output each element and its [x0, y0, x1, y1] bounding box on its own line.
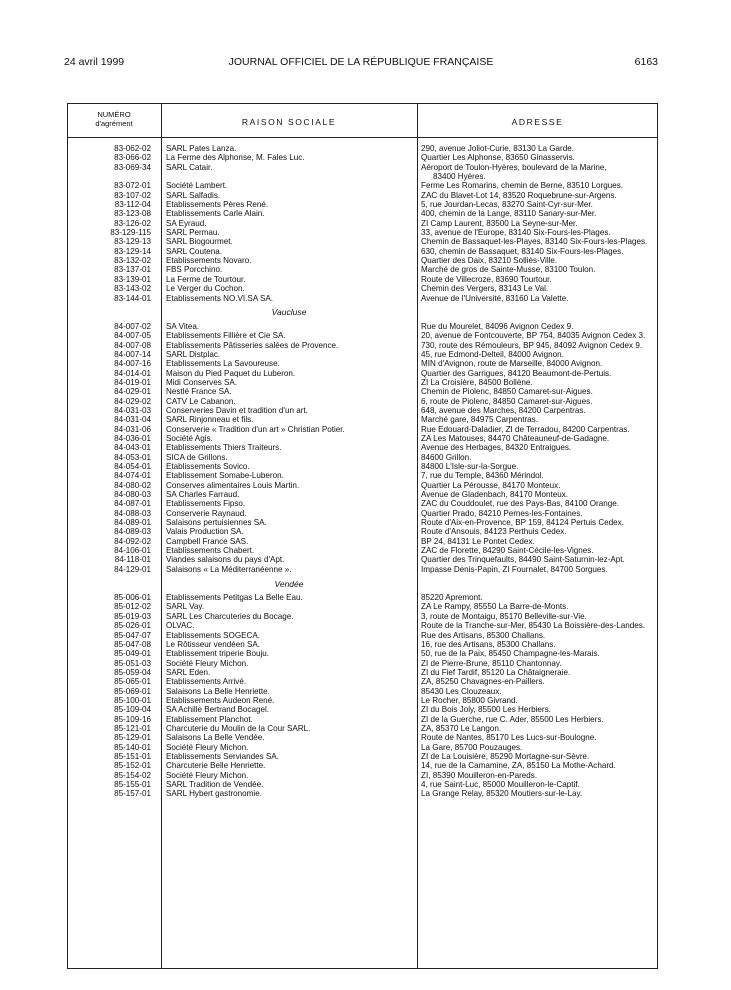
adresse: 648, avenue des Marches, 84200 Carpentras. [421, 405, 586, 415]
raison-sociale: Maison du Pied Paquet du Luberon. [166, 368, 296, 378]
table-row [67, 237, 658, 246]
raison-sociale: SARL Eden. [166, 667, 211, 677]
agrement-number: 85-065-01 [114, 677, 151, 687]
table-row [67, 359, 658, 368]
agrement-number: 84-129-01 [114, 564, 151, 574]
raison-sociale: SARL Salfadis. [166, 190, 221, 200]
agrement-number: 85-151-01 [114, 751, 151, 761]
raison-sociale: Etablissements Serviandes SA. [166, 751, 279, 761]
table-row [67, 705, 658, 714]
adresse: Quartier des Daix, 83210 Solliès-Ville. [421, 256, 558, 266]
adresse: Quartier des Garrigues, 84120 Beaumont-de-Pertuis. [421, 368, 612, 378]
agrement-number: 84-089-03 [114, 527, 151, 537]
agrement-number: 83-072-01 [114, 181, 151, 191]
header-date: 24 avril 1999 [64, 56, 125, 68]
agrement-number: 84-029-01 [114, 387, 151, 397]
agrement-number: 85-047-08 [114, 639, 151, 649]
table-row [67, 593, 658, 602]
table-row [67, 265, 658, 274]
table-row [67, 471, 658, 480]
table-row [67, 490, 658, 499]
agrement-number: 83-062-02 [114, 144, 151, 153]
table-row [67, 537, 658, 546]
adresse: Route de la Tranche-sur-Mer, 85430 La Boissière-des-Landes. [421, 621, 646, 631]
adresse: Chemin de Piolenc, 84850 Camaret-sur-Aigues. [421, 387, 593, 397]
raison-sociale: Etablissements Pères René. [166, 200, 269, 210]
table-row [67, 631, 658, 640]
table-row [67, 481, 658, 490]
raison-sociale: SARL Les Charcuteries du Bocage. [166, 611, 294, 621]
raison-sociale: Société Fleury Michon. [166, 770, 249, 780]
table-row [67, 453, 658, 462]
table-row-continuation [67, 172, 658, 181]
adresse: ZA, 85370 Le Langon. [421, 723, 502, 733]
adresse: ZI de La Louisière, 85290 Mortagne-sur-Sèvre. [421, 751, 590, 761]
adresse: ZAC du Blavet-Lot 14, 83520 Roquebrune-sur-Argens. [421, 190, 617, 200]
adresse: ZA, 85250 Chavagnes-en-Paillers. [421, 677, 545, 687]
adresse: Marché de gros de Sainte-Musse, 83100 Toulon. [421, 265, 596, 275]
adresse: 14, rue de la Camamine, ZA, 85150 La Mothe-Achard. [421, 761, 616, 771]
table-row [67, 518, 658, 527]
agrement-number: 84-080-03 [114, 490, 151, 500]
raison-sociale: Viandes salaisons du pays d'Apt. [166, 555, 285, 565]
table-row [67, 780, 658, 789]
raison-sociale: Etablissements Sovico. [166, 462, 250, 471]
adresse: Route d'Ansouis, 84123 Perthuis Cedex. [421, 527, 567, 537]
adresse: Impasse Denis-Papin, ZI Fournalet, 84700 Sorgues. [421, 564, 608, 574]
table-row [67, 724, 658, 733]
adresse: Marché gare, 84975 Carpentras. [421, 415, 538, 425]
table-row [67, 462, 658, 471]
agrement-number: 83-132-02 [114, 256, 151, 266]
raison-sociale: SARL Tradition de Vendée. [166, 780, 264, 789]
raison-sociale: Conserveries Davin et tradition d'un art. [166, 405, 308, 415]
agrement-number: 84-092-02 [114, 536, 151, 546]
agrement-number: 84-031-06 [114, 424, 151, 434]
raison-sociale: Conserves alimentaires Louis Martin. [166, 480, 300, 490]
adresse-continuation: 83400 Hyères. [433, 172, 486, 182]
agrement-number: 84-089-01 [114, 518, 151, 528]
agrement-number: 85-152-01 [114, 761, 151, 771]
table-row [67, 565, 658, 574]
header-page-number: 6163 [634, 56, 658, 68]
adresse: 33, avenue de l'Europe, 83140 Six-Fours-les-Plages. [421, 228, 611, 238]
table-row [67, 228, 658, 237]
table-row [67, 743, 658, 752]
agrement-number: 85-109-04 [114, 705, 151, 715]
department-name: Vendée [274, 578, 304, 589]
adresse: 290, avenue Joliot-Curie, 83130 La Garde. [421, 144, 574, 153]
adresse: Rue du Mourelet, 84096 Avignon Cedex 9. [421, 321, 574, 331]
raison-sociale: Salaisons La Belle Vendée. [166, 733, 265, 743]
department-heading [67, 303, 658, 322]
agrement-number: 83-129-115 [110, 228, 151, 238]
raison-sociale: Société Lambert. [166, 181, 228, 191]
agrement-number: 83-144-01 [114, 293, 151, 303]
adresse: 400, chemin de la Lange, 83110 Sanary-sur-Mer. [421, 209, 597, 219]
agrement-number: 85-140-01 [114, 742, 151, 752]
agrement-number: 85-121-01 [114, 723, 151, 733]
agrement-number: 84-074-01 [114, 471, 151, 481]
table-row [67, 761, 658, 770]
raison-sociale: Salaisons pertuisiennes SA. [166, 518, 267, 528]
raison-sociale: SARL Rinjonneau et fils. [166, 415, 254, 425]
adresse: 6, route de Piolenc, 84850 Camaret-sur-Aigues. [421, 396, 593, 406]
raison-sociale: Société Agis. [166, 433, 213, 443]
adresse: 85220 Apremont. [421, 593, 483, 603]
adresse: Quartier La Pérousse, 84170 Monteux. [421, 480, 561, 490]
raison-sociale: Etablissements Fillière et Cie SA. [166, 331, 286, 341]
raison-sociale: Salaisons La Belle Henriette. [166, 686, 270, 696]
agrement-number: 84-053-01 [114, 452, 151, 462]
adresse: 730, route des Rémouleurs, BP 945, 84092 Avignon Cedex 9. [421, 340, 643, 350]
table-row [67, 696, 658, 705]
table-row [67, 612, 658, 621]
raison-sociale: Etablissements Thiers Traiteurs. [166, 443, 282, 453]
adresse: Rue Edouard-Daladier, ZI de Terradou, 84200 Carpentras. [421, 424, 630, 434]
table-row [67, 322, 658, 331]
numero-sublabel: d'agrément [95, 119, 133, 128]
raison-sociale: SARL Distplac. [166, 349, 221, 359]
adresse: Avenue des Herbages, 84320 Entraigues. [421, 443, 572, 453]
table-row [67, 443, 658, 452]
agrement-number: 83-143-02 [114, 284, 151, 294]
adresse: ZI Camp Laurent, 83500 La Seyne-sur-Mer. [421, 218, 578, 228]
adresse: ZAC du Couddoulet, rue des Pays-Bas, 84100 Orange. [421, 499, 619, 509]
raison-sociale: Salaisons « La Méditerranéenne ». [166, 564, 292, 574]
table-row [67, 668, 658, 677]
raison-sociale: Etablissement triperie Bouju. [166, 649, 270, 659]
raison-sociale: Etablissements Chabert. [166, 546, 255, 556]
table-row [67, 219, 658, 228]
agrement-number: 84-106-01 [114, 546, 151, 556]
agrement-number: 85-155-01 [114, 780, 151, 789]
agrement-number: 83-129-14 [114, 246, 151, 256]
table-row [67, 200, 658, 209]
raison-sociale: La Ferme de Tourtour. [166, 274, 246, 284]
raison-sociale: Conserverie Raynaud. [166, 508, 247, 518]
column-header-raison-sociale: RAISON SOCIALE [241, 117, 337, 127]
adresse: MIN d'Avignon, route de Marseille, 84000 Avignon. [421, 359, 603, 369]
agrement-number: 83-066-02 [114, 153, 151, 163]
column-header-adresse: ADRESSE [511, 117, 564, 127]
raison-sociale: SARL Coutena. [166, 246, 222, 256]
page-header [64, 56, 658, 70]
raison-sociale: SARL Hybert gastronomie. [166, 789, 262, 799]
raison-sociale: Le Rôtisseur vendéen SA. [166, 639, 261, 649]
table-row [67, 181, 658, 190]
adresse: ZI de la Guerche, rue C. Ader, 85500 Les Herbiers. [421, 714, 604, 724]
agrement-number: 83-129-13 [114, 237, 151, 247]
agrement-number: 85-157-01 [114, 789, 151, 799]
table-row [67, 369, 658, 378]
agrement-number: 85-154-02 [114, 770, 151, 780]
agrement-number: 85-109-16 [114, 714, 151, 724]
raison-sociale: Midi Conserves SA. [166, 377, 238, 387]
raison-sociale: SARL Pates Lanza. [166, 144, 237, 153]
adresse: Quartier Prado, 84210 Pernes-les-Fontaines. [421, 508, 583, 518]
agrement-number: 83-107-02 [114, 190, 151, 200]
raison-sociale: Etablissements Carle Alain. [166, 209, 265, 219]
adresse: Route de Nantes, 85170 Les Lucs-sur-Boulogne. [421, 733, 597, 743]
table-row [67, 284, 658, 293]
raison-sociale: OLVAC. [166, 621, 195, 631]
adresse: 630, chemin de Bassaquet, 83140 Six-Fours-les-Plages. [421, 246, 624, 256]
table-row [67, 415, 658, 424]
table-row [67, 555, 658, 564]
agrement-number: 84-087-01 [114, 499, 151, 509]
table-row [67, 341, 658, 350]
agrement-number: 85-026-01 [114, 621, 151, 631]
agrement-number: 84-007-14 [114, 349, 151, 359]
adresse: 84600 Grillon. [421, 452, 472, 462]
adresse: 7, rue du Temple, 84360 Mérindol. [421, 471, 544, 481]
adresse: ZI, 85390 Mouilleron-en-Pareds. [421, 770, 538, 780]
table-row [67, 640, 658, 649]
raison-sociale: La Ferme des Alphonse, M. Fales Luc. [166, 153, 305, 163]
raison-sociale: SARL Permau. [166, 228, 220, 238]
adresse: 50, rue de la Paix, 85450 Champagne-les-Marais. [421, 649, 600, 659]
raison-sociale: SA Vitea. [166, 321, 200, 331]
adresse: Aéroport de Toulon-Hyères, boulevard de la Marine, [421, 162, 607, 172]
table-row [67, 621, 658, 630]
agrement-number: 83-069-34 [114, 162, 151, 172]
adresse: ZI La Croisière, 84500 Bollène. [421, 377, 533, 387]
agrement-number: 84-031-03 [114, 405, 151, 415]
adresse: Avenue de Gladenbach, 84170 Monteux. [421, 490, 568, 500]
adresse: 5, rue Jourdan-Lecas, 83270 Saint-Cyr-sur-Mer. [421, 200, 593, 210]
raison-sociale: SICA de Grillons. [166, 452, 228, 462]
agrement-number: 85-069-01 [114, 686, 151, 696]
adresse: Chemin de Bassaquet-les-Playes, 83140 Six-Fours-les-Plages. [421, 237, 648, 247]
raison-sociale: FBS Porcchino. [166, 265, 223, 275]
table-row [67, 659, 658, 668]
agrement-number: 84-118-01 [114, 555, 151, 565]
table-row [67, 546, 658, 555]
table-row [67, 247, 658, 256]
raison-sociale: Etablissements Arrivé. [166, 677, 247, 687]
table-row [67, 509, 658, 518]
table-row [67, 163, 658, 172]
raison-sociale: Etablissements Fipso. [166, 499, 246, 509]
raison-sociale: Etablissement Somabe-Luberon. [166, 471, 284, 481]
numero-label: NUMÉRO [97, 110, 131, 119]
agrement-number: 85-129-01 [114, 733, 151, 743]
table-row [67, 733, 658, 742]
table-row [67, 527, 658, 536]
adresse: Chemin des Vergers, 83143 Le Val. [421, 284, 549, 294]
adresse: Quartier des Trinquefaults, 84490 Saint-Saturnin-lez-Apt. [421, 555, 625, 565]
adresse: 45, rue Edmond-Delteil, 84000 Avignon. [421, 349, 564, 359]
raison-sociale: Etablissement Planchot. [166, 714, 253, 724]
adresse: ZI de Pierre-Brune, 85110 Chantonnay. [421, 658, 562, 668]
table-row [67, 209, 658, 218]
agrement-number: 83-123-08 [114, 209, 151, 219]
agrement-number: 84-036-01 [114, 433, 151, 443]
adresse: ZA Le Rampy, 85550 La Barre-de-Monts. [421, 602, 569, 612]
table-row [67, 153, 658, 162]
raison-sociale: SARL Catair. [166, 162, 213, 172]
agrement-number: 85-047-07 [114, 630, 151, 640]
table-row [67, 752, 658, 761]
raison-sociale: Conserverie « Tradition d'un art » Christian Potier. [166, 424, 345, 434]
table-row [67, 499, 658, 508]
adresse: Quartier Les Alphonse, 83650 Ginasservis. [421, 153, 575, 163]
adresse: ZI du Fief Tardif, 85120 La Châtaigneraie. [421, 667, 571, 677]
raison-sociale: SARL Biogourmet. [166, 237, 233, 247]
department-heading [67, 574, 658, 593]
agrement-number: 84-029-02 [114, 396, 151, 406]
table-row [67, 715, 658, 724]
raison-sociale: Etablissements Petitgas La Belle Eau. [166, 593, 303, 603]
raison-sociale: Société Fleury Michon. [166, 742, 249, 752]
agrement-number: 84-080-02 [114, 480, 151, 490]
adresse: Ferme Les Romarins, chemin de Berne, 83510 Lorgues. [421, 181, 623, 191]
adresse: 84800 L'Isle-sur-la-Sorgue. [421, 462, 519, 471]
raison-sociale: SA Achille Bertrand Bocagel. [166, 705, 270, 715]
agrement-number: 84-031-04 [114, 415, 151, 425]
adresse: 16, rue des Artisans, 85300 Challans. [421, 639, 556, 649]
agrement-number: 84-007-16 [114, 359, 151, 369]
adresse: Avenue de l'Université, 83160 La Valette. [421, 293, 569, 303]
table-row [67, 144, 658, 153]
raison-sociale: Charcuterie Belle Henriette. [166, 761, 266, 771]
table-row [67, 387, 658, 396]
table-row [67, 331, 658, 340]
raison-sociale: CATV Le Cabanon. [166, 396, 236, 406]
agrement-number: 85-059-04 [114, 667, 151, 677]
adresse: La Gare, 85700 Pouzauges. [421, 742, 523, 752]
adresse: La Grange Relay, 85320 Moutiers-sur-le-Lay. [421, 789, 583, 799]
agrement-number: 84-019-01 [114, 377, 151, 387]
table-row [67, 275, 658, 284]
agrement-number: 84-007-05 [114, 331, 151, 341]
adresse: ZI du Bois Joly, 85500 Les Herbiers. [421, 705, 551, 715]
raison-sociale: Etablissements Audeon René. [166, 695, 275, 705]
header-rule [67, 137, 658, 138]
table-row [67, 350, 658, 359]
column-header-numero [67, 110, 161, 128]
raison-sociale: SA Charles Farraud. [166, 490, 240, 500]
raison-sociale: Valais Production SA. [166, 527, 244, 537]
table-row [67, 649, 658, 658]
table-row [67, 397, 658, 406]
agrement-number: 83-139-01 [114, 274, 151, 284]
table-row [67, 425, 658, 434]
table-row [67, 602, 658, 611]
agrement-number: 85-100-01 [114, 695, 151, 705]
raison-sociale: Etablissements La Savoureuse. [166, 359, 280, 369]
adresse: ZAC de Florette, 84290 Saint-Cécile-les-Vignes. [421, 546, 594, 556]
adresse: 4, rue Saint-Luc, 85000 Mouilleron-le-Captif. [421, 780, 580, 789]
agrement-number: 85-049-01 [114, 649, 151, 659]
agrement-number: 84-088-03 [114, 508, 151, 518]
raison-sociale: SARL Vay. [166, 602, 205, 612]
table-row [67, 294, 658, 303]
adresse: Route d'Aix-en-Provence, BP 159, 84124 Pertuis Cedex. [421, 518, 624, 528]
table-body [67, 144, 658, 799]
raison-sociale: Etablissements Novaro. [166, 256, 252, 266]
raison-sociale: Le Verger du Cochon. [166, 284, 245, 294]
agrement-number: 84-007-02 [114, 321, 151, 331]
header-title: JOURNAL OFFICIEL DE LA RÉPUBLIQUE FRANÇAISE [228, 56, 494, 68]
table-row [67, 677, 658, 686]
table-row [67, 378, 658, 387]
table-row [67, 191, 658, 200]
raison-sociale: Campbell France SAS. [166, 536, 249, 546]
agrement-number: 85-019-03 [114, 611, 151, 621]
agrement-number: 83-137-01 [114, 265, 151, 275]
raison-sociale: Société Fleury Michon. [166, 658, 249, 668]
adresse: Le Rocher, 85800 Givrand. [421, 695, 518, 705]
table-row [67, 256, 658, 265]
adresse: 85430 Les Clouzeaux. [421, 686, 502, 696]
agrement-number: 84-014-01 [114, 368, 151, 378]
adresse: ZA Les Matouses, 84470 Châteauneuf-de-Gadagne. [421, 433, 610, 443]
raison-sociale: Charcuterie du Moulin de la Cour SARL. [166, 723, 311, 733]
agrement-number: 83-126-02 [114, 218, 151, 228]
table-row [67, 789, 658, 798]
raison-sociale: Etablissements NO.VI.SA SA. [166, 293, 274, 303]
table-row [67, 406, 658, 415]
agrement-number: 84-043-01 [114, 443, 151, 453]
table-row [67, 434, 658, 443]
agrement-number: 84-054-01 [114, 462, 151, 471]
agrement-number: 85-051-03 [114, 658, 151, 668]
raison-sociale: Etablissements Pâtisseries salées de Provence. [166, 340, 339, 350]
agrement-number: 85-012-02 [114, 602, 151, 612]
table-row [67, 771, 658, 780]
raison-sociale: Nestlé France SA. [166, 387, 232, 397]
raison-sociale: Etablissements SOGECA. [166, 630, 261, 640]
adresse: Rue des Artisans, 85300 Challans. [421, 630, 546, 640]
adresse: BP 24, 84131 Le Pontet Cedex. [421, 536, 535, 546]
agrement-number: 83-112-04 [114, 200, 151, 210]
agrement-number: 85-006-01 [114, 593, 151, 603]
adresse: Route de Villecroze, 83690 Tourtour. [421, 274, 552, 284]
department-name: Vaucluse [271, 307, 307, 318]
table-row [67, 687, 658, 696]
agrement-number: 84-007-08 [114, 340, 151, 350]
adresse: 20, avenue de Fontcouverte, BP 754, 84035 Avignon Cedex 3. [421, 331, 646, 341]
adresse: 3, route de Montaigu, 85170 Belleville-sur-Vie. [421, 611, 587, 621]
raison-sociale: SA Eyraud. [166, 218, 207, 228]
